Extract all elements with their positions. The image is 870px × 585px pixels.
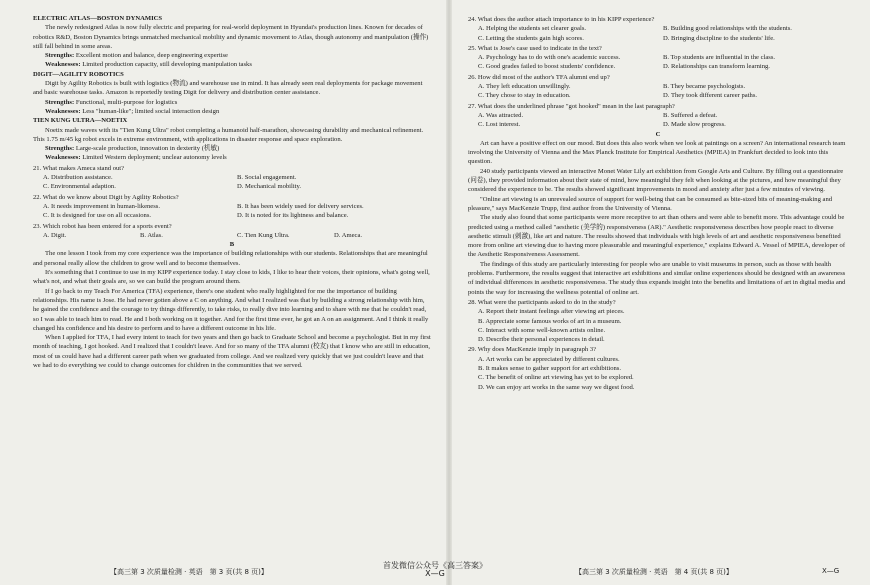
paragraph: "Online art viewing is an unrevealed source of support for well-being that can be consumed as bite-sized bits of meaning-making and pleasure," says MacKenzie Trupp, first author from the University of Vienna. [468,195,833,212]
question-stem: 27. What does the underlined phrase "got hooked" mean in the last paragraph? [468,102,675,110]
text: Large-scale production, innovation in dexterity (机敏) [74,145,220,153]
robot-attribute [33,51,431,60]
option-b: B. Social engagement. [237,174,297,182]
question-21 [33,164,431,192]
question-29 [468,345,848,391]
option-d: D. It is noted for its lightness and balance. [237,212,349,220]
page-spine [446,0,452,585]
paragraph [33,23,431,51]
text: DIGIT—AGILITY ROBOTICS [33,70,124,78]
text: Excellent motion and balance, deep engineering expertise [74,52,228,60]
question-stem: 22. What do we know about Digit by Agility Robotics? [33,193,179,201]
paragraph [33,79,431,98]
option-d: D. Describe their personal experiences in detail. [478,336,605,344]
text: Limited Western deployment; unclear autonomy levels [80,154,227,162]
option-b: B. Atlas. [140,231,163,239]
option-d: D. We can enjoy art works in the same way we digest food. [478,383,635,391]
page-code-left: X—G [425,569,445,578]
passage-c [468,139,848,297]
watermark [285,562,585,578]
right-page [468,14,848,392]
option-b: B. Top students are influential in the class. [663,54,776,62]
text: Less "human-like"; limited social interaction design [80,107,220,115]
paragraph: The study also found that some participants were more receptive to art than others and were able to benefit more. This advantage could be predicted using a method called "aesthetic (美学的) responsiveness (AR)." Aesthetic responsiveness describes how people react to diverse aesthetic stimuli (刺激), like art and nature. The results showed that individuals with high levels of art and aesthetic responsiveness benefited more from online art viewing due to having more pleasurable and meaningful experience," explains Edward A. Vessel of MPIEA, developer of the Aesthetic Responsiveness Assessment. [468,214,846,259]
robot-attribute [33,153,431,162]
option-c: C. Lost interest. [478,121,521,129]
question-stem: 29. Why does MacKenzie imply in paragraph 3? [468,346,597,354]
question-stem: 28. What were the participants asked to do in the study? [468,298,616,306]
attribute-label: Strengths: [45,52,75,60]
paragraph [33,126,431,145]
text: TIEN KUNG ULTRA—NOETIX [33,117,128,125]
option-b: B. It makes sense to gather support for art exhibitions. [478,364,622,372]
question-27 [468,102,848,130]
section-c-heading: C [655,130,661,138]
paragraph: The one lesson I took from my core experience was the importance of building relationships with our students. Relationships that are meaningful and personal really allow the children to grow well and to become themselves. [33,250,428,267]
option-a: A. Psychology has to do with one's academic success. [478,54,621,62]
option-d: D. Ameca. [334,231,363,239]
right-page-footer: 【高三第 3 次质量检测 · 英语 第 4 页(共 8 页)】 [575,568,733,576]
option-b: B. They became psychologists. [663,83,746,91]
watermark-text: 首发微信公众号《高三答案》 [383,561,487,570]
robot-attribute [33,60,431,69]
left-page [33,14,431,370]
robot-attribute [33,98,431,107]
left-page-footer: 【高三第 3 次质量检测 · 英语 第 3 页(共 8 页)】 [110,568,268,576]
attribute-label: Strengths: [45,145,75,153]
option-b: B. It has been widely used for delivery services. [237,202,364,210]
option-c: C. They chose to stay in education. [478,92,571,100]
option-a: A. It needs improvement in human-likeness. [43,202,161,210]
option-c: C. Environmental adaption. [43,183,116,191]
question-26 [468,73,848,101]
question-22 [33,193,431,221]
option-a: A. Distribution assistance. [43,174,113,182]
option-b: B. Building good relationships with the students. [663,25,792,33]
section-b-heading: B [229,241,235,249]
option-d: D. Mechanical mobility. [237,183,302,191]
question-stem: 23. Which robot has been entered for a sports event? [33,222,172,230]
robot-heading [33,116,431,125]
question-stem: 21. What makes Ameca stand out? [33,164,125,172]
attribute-label: Weaknesses: [45,154,81,162]
question-24 [468,15,848,43]
option-b: B. Appreciate some famous works of art in a museum. [478,317,622,325]
robot-attribute [33,107,431,116]
paragraph: Art can have a positive effect on our mood. But does this also work when we look at paintings on a screen? An international research team involving the University of Vienna and the Max Planck Institute for Empirical Aesthetics (MPIEA) in Frankfurt decided to look into this question. [468,139,846,166]
attribute-label: Weaknesses: [45,107,81,115]
robot-attribute [33,144,431,153]
option-c: C. The benefit of online art viewing has yet to be explored. [478,374,634,382]
option-a: A. Was attracted. [478,111,524,119]
page-code-right: X—G [822,567,840,575]
option-b: B. Suffered a defeat. [663,111,718,119]
option-c: C. Tien Kung Ultra. [237,231,290,239]
question-23 [33,222,431,241]
robot-heading [33,70,431,79]
text: Limited production capacity, still developing manipulation tasks [80,61,252,69]
passage-b [33,249,431,370]
option-a: A. Helping the students set clearer goals. [478,25,587,33]
paragraph: It's something that I continue to use in my KIPP experience today. I stay close to kids, I like to hear their voices, their opinions, what's going well, what's not, and what their goals are, so we can build the program around them. [33,269,430,286]
option-a: A. Digit. [43,231,67,239]
option-c: C. Good grades failed to boost students' confidence. [478,63,616,71]
paragraph: The findings of this study are particularly interesting for people who are unable to visit museums in person, such as those with health problems. Furthermore, the results suggest that interactive art exhibitions and similar online experiences should be designed with an awareness of individual differences in aesthetic responsiveness. The study thus expands insight into the benefits and limitations of art in digital media and points the way for increasing the wellness potential of online art. [468,260,846,296]
option-d: D. Bringing discipline to the students' life. [663,34,775,42]
question-28 [468,298,848,344]
paragraph: If I go back to my Teach For America (TFA) experience, there's one student who really highlighted for me the importance of building relationships. His name is Jose. He had never gotten above a C on anything. And what I realized was that by building a strong relationship with him, he gained the confidence and the courage to try things differently, to take risks, to really dive into learning and to share with me that he couldn't read, so I was able to teach him to read. He and I both working on it together. And for the first time ever, he got an A on an assignment. And I think it really changed his confidence and his desire to perform and to have a different outcome in his life. [33,287,429,332]
option-a: A. They left education unwillingly. [478,83,571,91]
text: Noetix made waves with its "Tien Kung Ultra" robot completing a humanoid half-marathon, showcasing durability and mechanical refinement. This 1.75 m/45 kg robot excels in extreme environment, with applications in disaster response and space exploration. [33,126,424,143]
attribute-label: Weaknesses: [45,61,81,69]
option-c: C. Interact with some well-known artists online. [478,326,606,334]
robot-heading [33,14,431,23]
question-stem: 25. What is Jose's case used to indicate in the text? [468,44,602,52]
question-stem: 24. What does the author attach importance to in his KIPP experience? [468,16,655,23]
option-d: D. Relationships can transform learning. [663,63,770,71]
paragraph: 240 study participants viewed an interactive Monet Water Lily art exhibition from Google Arts and Culture. By filling out a questionnaire (问卷), they provided information about their state of mind, how meaningful they felt when looking at the pictures, and how meaningful they considered the experience to be. The results showed significant improvements in mood and anxiety after just a few minutes of viewing. [468,167,844,194]
text: Functional, multi-purpose for logistics [74,98,178,106]
paragraph: When I applied for TFA, I had every intent to teach for two years and then go back to Graduate School and become a psychologist. But in my first month of teaching, I got hooked. And I realized that I couldn't leave. And for so many of the TFA alumni (校友) that I know who are still in education, most of us could have had a different career path when we graduated from college. And we realized very quickly that we just couldn't leave and that we had to do everything we could to change outcomes for children in the communities that we served. [33,334,431,369]
text: Digit by Agility Robotics is built with logistics (物流) and warehouse use in mind. It has already seen real deployments for package movement and basic warehouse tasks. Amazon is reportedly testing Digit for delivery and distribution center assistance. [33,80,423,97]
question-stem: 26. How did most of the author's TFA alumni end up? [468,73,610,81]
attribute-label: Strengths: [45,98,75,106]
text: ELECTRIC ATLAS—BOSTON DYNAMICS [33,15,163,22]
option-d: D. Made slow progress. [663,121,726,129]
question-25 [468,44,848,72]
option-a: A. Art works can be appreciated by different cultures. [478,355,620,363]
passage-a [33,14,431,163]
text: The newly redesigned Atlas is now fully electric and preparing for real-world deployment in Hyundai's production lines. Known for decades of robotics R&D, Boston Dynamics brings unmatched mechanical mobility and dynamic movement to Atlas, though autonomy and manipulation (操作) still fall behind in some areas. [33,24,429,50]
option-c: C. Letting the students gain high scores. [478,34,584,42]
option-d: D. They took different career paths. [663,92,758,100]
option-a: A. Report their instant feelings after viewing art pieces. [478,308,625,316]
option-c: C. It is designed for use on all occasions. [43,212,152,220]
